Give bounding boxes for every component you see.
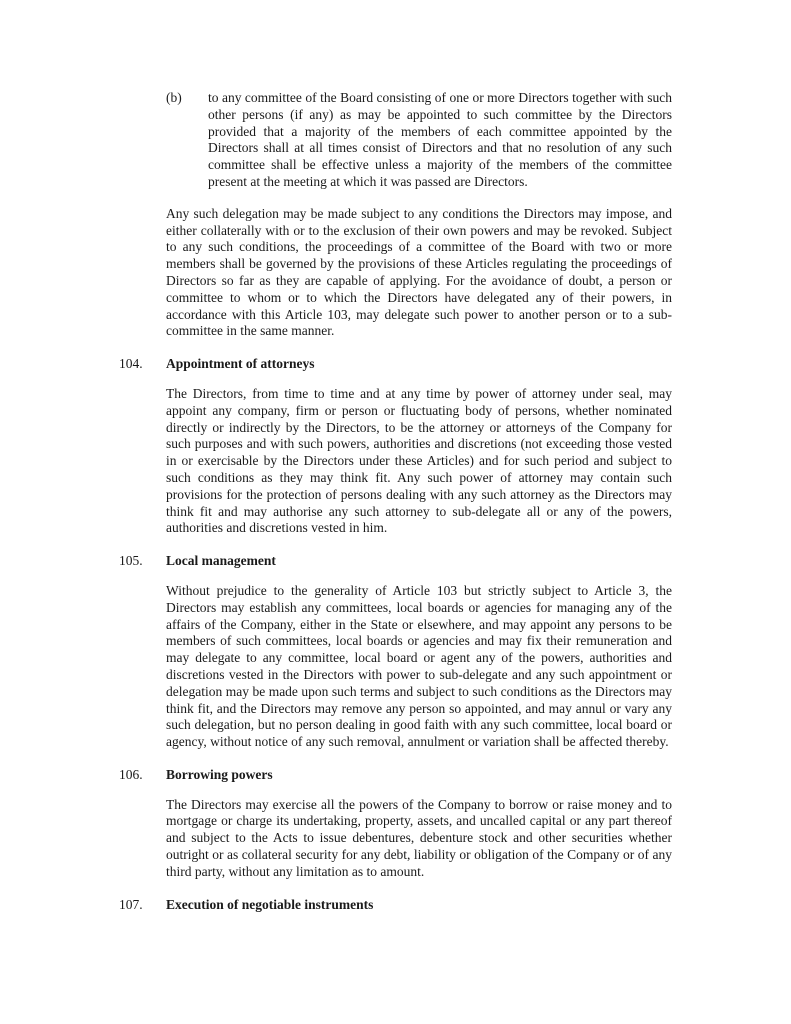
- article-104-number: 104.: [119, 356, 143, 372]
- article-105-number: 105.: [119, 553, 143, 569]
- article-107-heading: Execution of negotiable instruments: [166, 896, 374, 912]
- clause-b-label: (b): [166, 90, 182, 105]
- article-107-content: [166, 897, 672, 927]
- clause-b: [166, 90, 672, 191]
- article-106: [119, 767, 672, 897]
- article-105-body: Without prejudice to the generality of Article 103 but strictly subject to Article 3, the Directors may establish any committees, local boards or agencies for managing any of the affairs of the Company, either in the State or elsewhere, and may appoint any persons to be members of such committees, local boards or agencies and may fix their remuneration and may delegate to any committee, local board or agent any of the powers, authorities and discretions vested in the Directors with power to sub-delegate and any such appointment or delegation may be made upon such terms and subject to such conditions as the Directors may think fit, and the Directors may remove any person so appointed, and may annul or vary any such delegation, but no person dealing in good faith with any such committee, local board or agency, without notice of any such removal, annulment or variation shall be affected thereby.: [166, 582, 672, 750]
- article-104: [119, 356, 672, 553]
- article-106-number: 106.: [119, 766, 143, 782]
- clause-b-text: to any committee of the Board consisting of one or more Directors together with such other persons (if any) as may be appointed to such committee by the Directors provided that a majority of the members of each committee appointed by the Directors shall at all times consist of Directors and that no resolution of any such committee shall be effective unless a majority of the members of the committee present at the meeting at which it was passed are Directors.: [208, 90, 672, 189]
- article-107: [119, 897, 672, 927]
- article-104-body: The Directors, from time to time and at any time by power of attorney under seal, may appoint any company, firm or person or fluctuating body of persons, whether nominated directly or indirectly by the Directors, to be the attorney or attorneys of the Company for such purposes and with such powers, authorities and discretions (not exceeding those vested in or exercisable by the Directors under these Articles) and for such period and subject to such conditions as they may think fit. Any such power of attorney may contain such provisions for the protection of persons dealing with any such attorney as the Directors may think fit and may authorise any such attorney to sub-delegate all or any of the powers, authorities and discretions vested in him.: [166, 385, 672, 536]
- article-104-heading: Appointment of attorneys: [166, 356, 315, 372]
- article-105-content: [166, 553, 672, 767]
- article-107-number: 107.: [119, 896, 143, 912]
- article-104-content: [166, 356, 672, 553]
- article-105: [119, 553, 672, 767]
- article-105-heading: Local management: [166, 553, 276, 569]
- delegation-paragraph: Any such delegation may be made subject to any conditions the Directors may impose, and either collaterally with or to the exclusion of their own powers and may be revoked. Subject to any such conditions, the proceedings of a committee of the Board with two or more members shall be governed by the provisions of these Articles regulating the proceedings of Directors so far as they are capable of applying. For the avoidance of doubt, a person or committee to whom or to which the Directors have delegated any of their powers, in accordance with this Article 103, may delegate such power to another person or to a sub-committee in the same manner.: [166, 205, 672, 339]
- article-106-heading: Borrowing powers: [166, 766, 273, 782]
- article-106-content: [166, 767, 672, 897]
- article-106-body: The Directors may exercise all the powers of the Company to borrow or raise money and to mortgage or charge its undertaking, property, assets, and uncalled capital or any part thereof and subject to the Acts to issue debentures, debenture stock and other securities whether outright or as collateral security for any debt, liability or obligation of the Company or of any third party, without any limitation as to amount.: [166, 796, 672, 879]
